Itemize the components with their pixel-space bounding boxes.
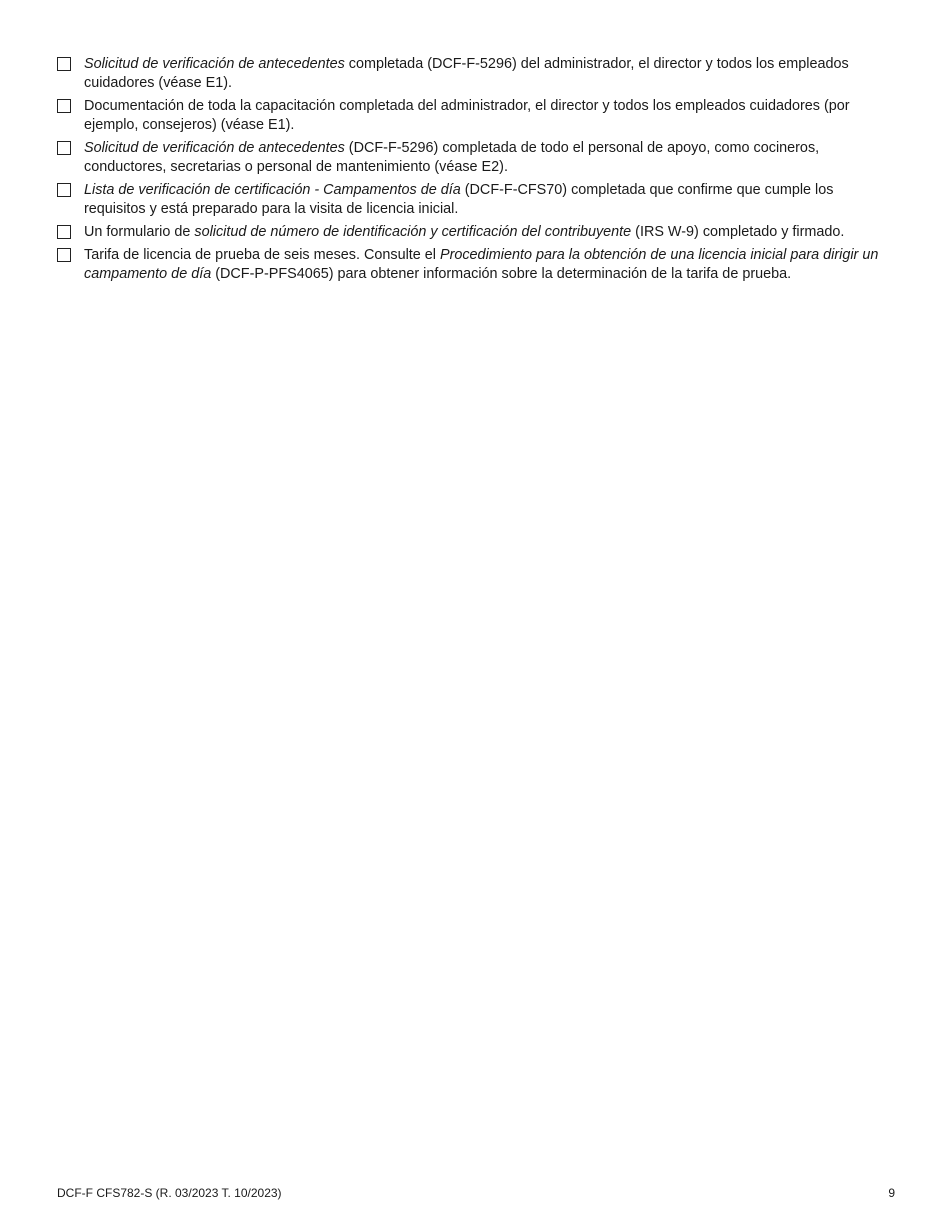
- page-number: 9: [888, 1186, 895, 1200]
- checklist-item-text: Documentación de toda la capacitación completada del administrador, el director y todos los empleados cuidadores (por ejemplo, consejeros) (véase E1).: [84, 98, 850, 133]
- form-id: DCF-F CFS782-S (R. 03/2023 T. 10/2023): [57, 1186, 282, 1200]
- form-title: Solicitud de verificación de antecedentes: [84, 56, 345, 72]
- checklist-item-certification-checklist: [57, 181, 897, 219]
- form-title: solicitud de número de identificación y certificación del contribuyente: [194, 224, 632, 240]
- checklist-item-text: Solicitud de verificación de antecedentes completada (DCF-F-5296) del administrador, el director y todos los empleados cuidadores (véase E1).: [84, 56, 849, 91]
- checklist-item-w9-form: [57, 223, 897, 242]
- checkbox[interactable]: [57, 248, 71, 262]
- checkbox[interactable]: [57, 99, 71, 113]
- checklist-item-text: Lista de verificación de certificación - Campamentos de día (DCF-F-CFS70) completada que confirme que cumple los requisitos y está preparado para la visita de licencia inicial.: [84, 182, 834, 217]
- checklist-item-trial-license-fee: [57, 246, 897, 284]
- checklist-item-text: Un formulario de solicitud de número de identificación y certificación del contribuyente (IRS W-9) completado y firmado.: [84, 224, 845, 240]
- checkbox[interactable]: [57, 225, 71, 239]
- checkbox[interactable]: [57, 141, 71, 155]
- checklist-item-text: Solicitud de verificación de antecedentes (DCF-F-5296) completada de todo el personal de apoyo, como cocineros, conductores, secretarias o personal de mantenimiento (véase E2).: [84, 140, 820, 175]
- checklist-item-background-check-caregivers: [57, 55, 897, 93]
- requirements-checklist: [57, 55, 897, 288]
- procedure-title: Procedimiento para la obtención de una licencia inicial para dirigir un campamento de día: [84, 247, 879, 282]
- form-title: Lista de verificación de certificación - Campamentos de día: [84, 182, 461, 198]
- checkbox[interactable]: [57, 57, 71, 71]
- checklist-item-training-documentation: [57, 97, 897, 135]
- form-title: Solicitud de verificación de antecedentes: [84, 140, 345, 156]
- page-footer: [57, 1186, 895, 1201]
- checklist-item-background-check-support-staff: [57, 139, 897, 177]
- checkbox[interactable]: [57, 183, 71, 197]
- checklist-item-text: Tarifa de licencia de prueba de seis meses. Consulte el Procedimiento para la obtención de una licencia inicial para dirigir un campamento de día (DCF-P-PFS4065) para obtener información sobre la determinación de la tarifa de prueba.: [84, 247, 879, 282]
